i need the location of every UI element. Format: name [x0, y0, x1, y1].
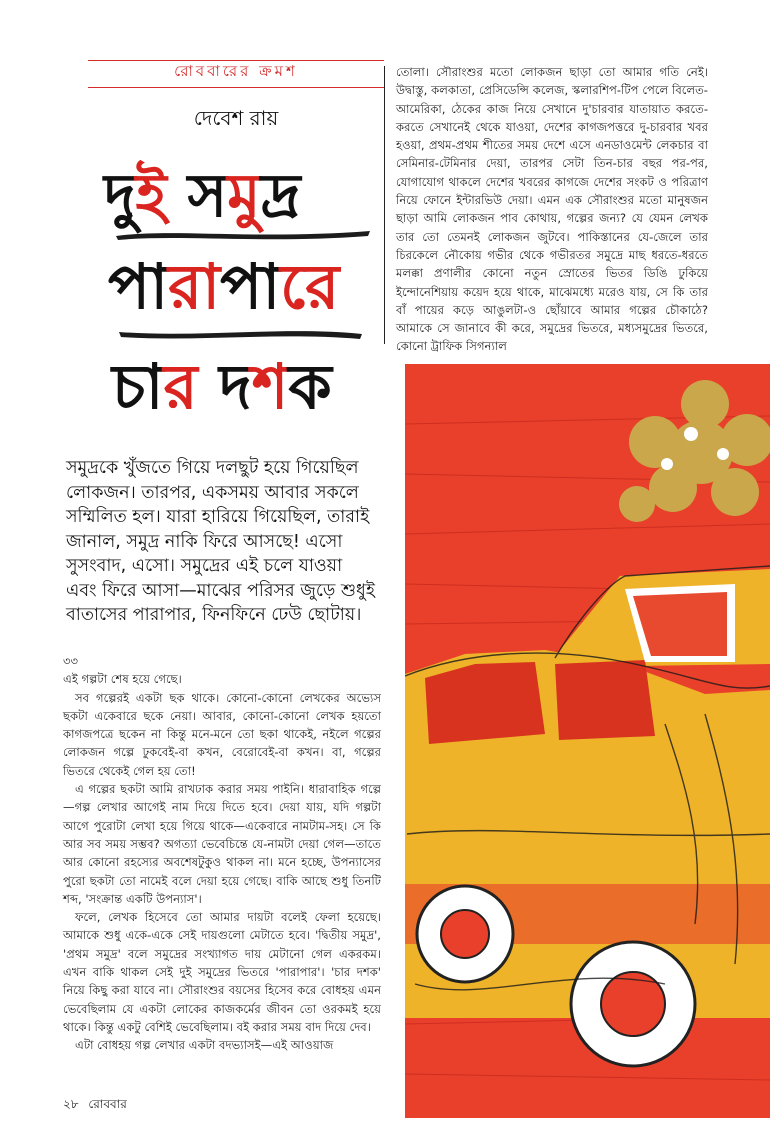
series-rule-top	[88, 60, 384, 61]
body-paragraph: এটা বোধহয় গল্প লেখার একটা বদভ্যাসই—এই আওয়াজ	[75, 1038, 334, 1053]
body-paragraph: সব গল্পেরই একটা ছক থাকে। কোনো-কোনো লেখকের অভ্যেস ছকটা একেবারে ছকে নেয়া। আবার, কোনো-কোনো লেখক হয়তো কাগজপত্রে ছকেন না কিন্তু মনে-মনে তো ছকা থাকেই, নইলে গল্পের লোকজন গল্পে ঢুকবেই-বা কখন, বেরোবেই-বা কখন। বা, গল্পের ভিতরে থেকেই গেল হয় তো!	[63, 690, 381, 778]
body-paragraph: এই গল্পটা শেষ হয়ে গেছে।	[63, 672, 182, 687]
column-divider	[384, 66, 385, 344]
series-label	[88, 60, 384, 85]
page-footer	[63, 1096, 127, 1116]
chapter-number: ৩৩	[63, 654, 79, 668]
series-label-text: রোববারের ক্রমশ	[174, 62, 298, 80]
title-line-3: চার দশক	[112, 350, 332, 423]
body-right-column: তোলা। সৌরাংশুর মতো লোকজন ছাড়া তো আমার গতি নেই। উদ্বাস্তু, কলকাতা, প্রেসিডেন্সি কলেজ, স্কলারশিপ-টিপ পেলে বিলেত-আমেরিকা, ঠেকের কাজ নিয়ে সেখানে দু'চারবার যাতায়াত করতে-করতে সেখানেই থেকে যাওয়া, দেশের কাগজপত্তরে দু-চারবার খবর হওয়া, প্রথম-প্রথম শীতের সময় দেশে এসে এনডাওমেন্ট লেকচার বা সেমিনার-টেমিনার দেয়া, তারপর সেটা তিন-চার বছর পর-পর, যোগাযোগ থাকলে দেশের খবরের কাগজে দেশের সংকট ও পরিত্রাণ নিয়ে ফোনে ইন্টারভিউ দেয়া। এমন এক সৌরাংশুর মতো মানুষজন ছাড়া আমি লোকজন পাব কোথায়, গল্পের জন্য? যে যেমন লেখক তার তো তেমনই লোকজন জুটবে। পাকিস্তানের যে-জেলে তার চিরকেলে নৌকোয় গভীর থেকে গভীরতর সমুদ্রে মাছ ধরতে-ধরতে মলক্কা প্রণালীর কোনো নতুন স্রোতের ভিতর ডিঙি ঢুকিয়ে ইন্দোনেশিয়ায় কয়েদ হয়ে থাকে, মাঝেমধ্যে মরেও যায়, সে কি তার বাঁ পায়ের কড়ে আঙুলটা-ও ছোঁয়াবে আমার গল্পের চৌকাঠে? আমাকে সে জানাবে কী করে, সমুদ্রের ভিতরে, মধ্যসমুদ্রের ভিতরে, কোনো ট্রাফিক সিগন্যাল	[396, 65, 708, 354]
magazine-name: রোববার	[88, 1097, 127, 1111]
page-number: ২৮	[63, 1097, 79, 1111]
title-line-2: পারাপারে	[108, 250, 340, 323]
body-paragraph: ফলে, লেখক হিসেবে তো আমার দায়টা বলেই ফেলা হয়েছে। আমাকে শুধু একে-একে সেই দায়গুলো মেটাতে হবে। 'দ্বিতীয় সমুদ্র', 'প্রথম সমুদ্র' বলে সমুদ্রের সংখ্যাগত দায় মেটানো গেল একরকম। এখন বাকি থাকল সেই দুই সমুদ্রের ভিতরে 'পারাপার'। 'চার দশক' নিয়ে কিছু করা যাবে না। সৌরাংশুর বয়সের হিসেব করে বোধহয় এমন ভেবেছিলাম যে একটা লোকের কাজকর্মের জীবন তো ওরকমই হয়ে থাকে। কিন্তু একটু বেশিই ভেবেছিলাম। বই করার সময় বাদ দিয়ে দেব।	[63, 910, 381, 1034]
body-paragraph: এ গল্পের ছকটা আমি রাখঢাক করার সময় পাইনি। ধারাবাহিক গল্পে—গল্প লেখার আগেই নাম দিয়ে দিতে হবে। দেয়া যায়, যদি গল্পটা আগে পুরোটা লেখা হয়ে গিয়ে থাকে—একেবারে নামটাম-সহ। সে কি আর সব সময় সম্ভব? অগত্যা ভেবেচিন্তে যে-নামটা দেয়া গেল—তাতে আর কোনো রহস্যের অবশেষটুকুও থাকল না। মনে হচ্ছে, উপন্যাসের পুরো ছকটা তো নামেই বলে দেয়া হয়ে গেছে। বাকি আছে শুধু তিনটি শব্দ, 'সংক্রান্ত একটি উপন্যাস'।	[63, 782, 381, 906]
author-name: দেবেশ রায়	[193, 106, 279, 130]
title-line-1: দুই সমুদ্র	[104, 161, 301, 231]
yellow-taxi-illustration	[405, 364, 770, 1118]
series-rule-bottom	[88, 87, 384, 88]
intro-text: সমুদ্রকে খুঁজতে গিয়ে দলছুট হয়ে গিয়েছিল লোকজন। তারপর, একসময় আবার সকলে সম্মিলিত হল। যারা হারিয়ে গিয়েছিল, তারাই জানাল, সমুদ্র নাকি ফিরে আসছে! এসো সুসংবাদ, এসো। সমুদ্রের এই চলে যাওয়া এবং ফিরে আসা—মাঝের পরিসর জুড়ে শুধুই বাতাসের পারাপার, ফিনফিনে ঢেউ ছোটায়।	[66, 458, 375, 625]
body-left-column	[63, 652, 381, 1055]
